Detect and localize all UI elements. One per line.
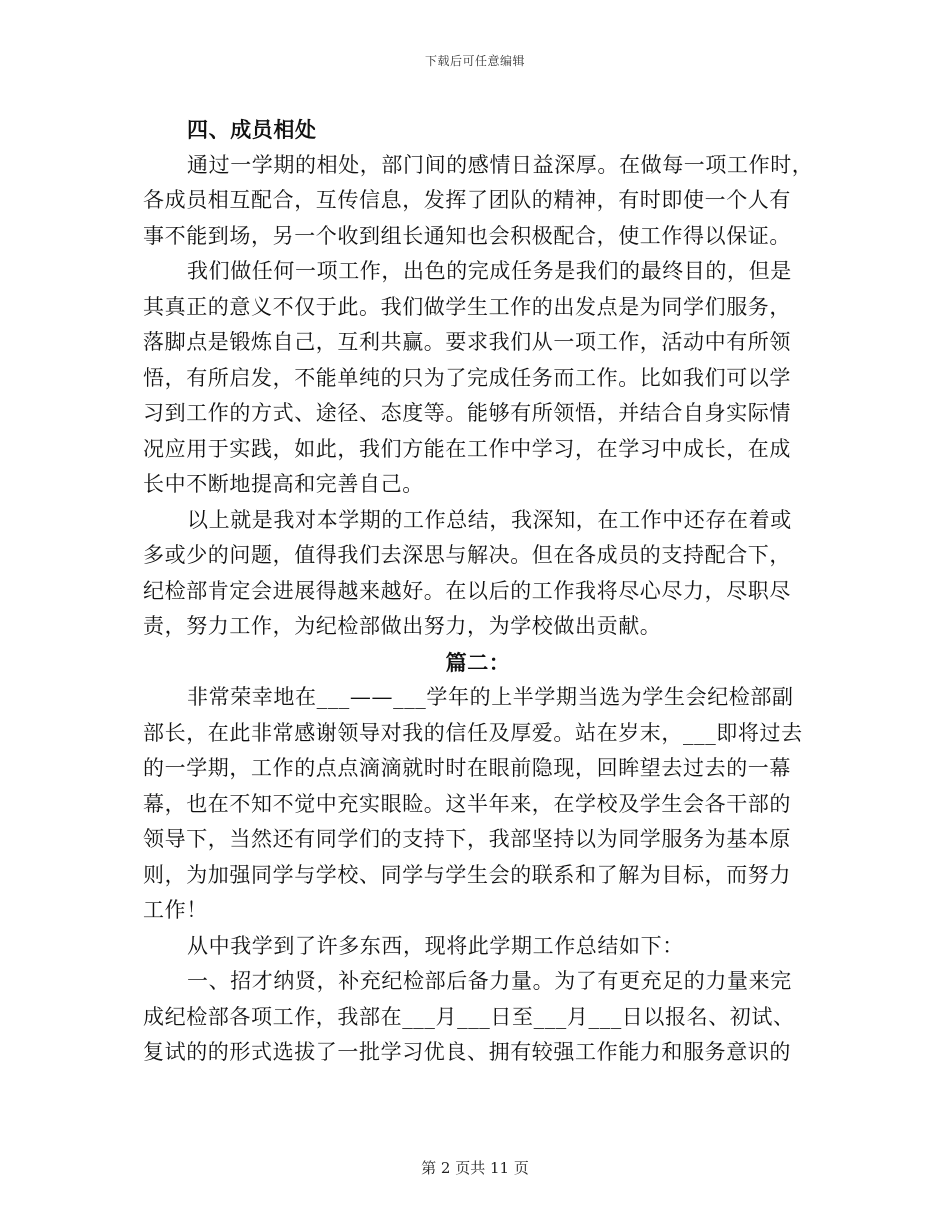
page-header-note: 下载后可任意编辑 bbox=[424, 54, 525, 68]
paragraph-line: 其真正的意义不仅于此。我们做学生工作的出发点是为同学们服务， bbox=[143, 294, 791, 319]
paragraph-line: 责，努力工作，为纪检部做出努力，为学校做出贡献。 bbox=[143, 614, 662, 638]
paragraph-line: 非常荣幸地在___——___学年的上半学期当选为学生会纪检部副 bbox=[187, 685, 794, 709]
paragraph-line: 从中我学到了许多东西，现将此学期工作总结如下： bbox=[187, 933, 684, 958]
paragraph-line: 幕，也在不知不觉中充实眼睑。这半年来，在学校及学生会各干部的 bbox=[143, 791, 791, 816]
paragraph-line: 事不能到场，另一个收到组长通知也会积极配合，使工作得以保证。 bbox=[143, 223, 791, 248]
paragraph-line: 则，为加强同学与学校、同学与学生会的联系和了解为目标，而努力 bbox=[143, 862, 791, 887]
document-body bbox=[143, 112, 813, 1071]
paragraph-line: 多或少的问题，值得我们去深思与解决。但在各成员的支持配合下， bbox=[143, 543, 791, 567]
paragraph-line: 习到工作的方式、途径、态度等。能够有所领悟，并结合自身实际情 bbox=[143, 401, 791, 425]
page-number-footer: 第 2 页共 11 页 bbox=[421, 1159, 529, 1177]
paragraph-line: 通过一学期的相处，部门间的感情日益深厚。在做每一项工作时， bbox=[187, 152, 814, 177]
paragraph-line: 况应用于实践，如此，我们方能在工作中学习，在学习中成长，在成 bbox=[143, 436, 791, 461]
section-heading: 篇二： bbox=[445, 649, 511, 675]
paragraph-line: 成纪检部各项工作，我部在___月___日至___月___日以报名、初试、 bbox=[143, 1004, 795, 1029]
paragraph-line: 长中不断地提高和完善自己。 bbox=[143, 472, 424, 496]
paragraph-line: 以上就是我对本学期的工作总结，我深知，在工作中还存在着或 bbox=[187, 507, 792, 532]
paragraph-line: 部长，在此非常感谢领导对我的信任及厚爱。站在岁末，___即将过去 bbox=[143, 720, 803, 745]
paragraph-line: 落脚点是锻炼自己，互利共赢。要求我们从一项工作，活动中有所领 bbox=[143, 330, 791, 354]
paragraph-line: 我们做任何一项工作，出色的完成任务是我们的最终目的，但是 bbox=[187, 259, 792, 283]
section-heading: 四、成员相处 bbox=[187, 117, 317, 142]
paragraph-line: 悟，有所启发，不能单纯的只为了完成任务而工作。比如我们可以学 bbox=[143, 365, 791, 390]
paragraph-line: 领导下，当然还有同学们的支持下，我部坚持以为同学服务为基本原 bbox=[143, 827, 791, 851]
paragraph-line: 纪检部肯定会进展得越来越好。在以后的工作我将尽心尽力，尽职尽 bbox=[143, 578, 791, 603]
paragraph-line: 各成员相互配合，互传信息，发挥了团队的精神，有时即使一个人有 bbox=[143, 188, 791, 212]
paragraph-line: 一、招才纳贤，补充纪检部后备力量。为了有更充足的力量来完 bbox=[187, 969, 792, 993]
paragraph-line: 工作！ bbox=[143, 898, 208, 922]
paragraph-line: 复试的的形式选拔了一批学习优良、拥有较强工作能力和服务意识的 bbox=[143, 1040, 791, 1064]
paragraph-line: 的一学期，工作的点点滴滴就时时在眼前隐现，回眸望去过去的一幕 bbox=[143, 756, 791, 780]
